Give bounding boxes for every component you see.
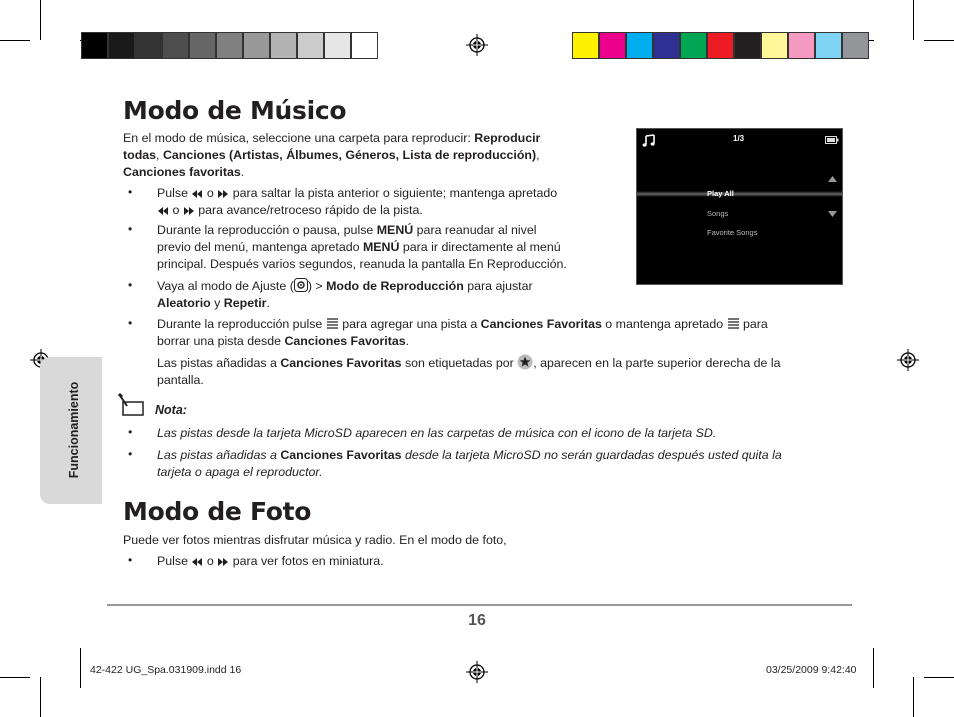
crop-mark [0,40,30,41]
music-mode-title: Modo de Músico [123,96,347,125]
footer-file-info: 42-422 UG_Spa.031909.indd 16 [90,664,242,676]
settings-icon [294,278,308,292]
star-icon [517,354,533,370]
color-swatch [351,32,378,59]
scroll-down-icon [828,211,837,217]
color-swatch [189,32,216,59]
device-screen-image [636,128,843,285]
color-swatch [788,32,815,59]
color-swatch [324,32,351,59]
section-tab-label: Funcionamiento [67,381,81,479]
bullet: • [128,425,133,439]
crop-mark [924,677,954,678]
photo-bullet-thumbnails: Pulse o para ver fotos en miniatura. [157,554,384,568]
color-swatch [626,32,653,59]
grayscale-color-bar [81,32,378,59]
crop-mark [40,677,41,717]
menu-lines-icon [727,318,740,330]
color-swatch [842,32,869,59]
rewind-icon [191,557,203,567]
color-swatch [572,32,599,59]
crop-mark [0,677,30,678]
scroll-up-icon [828,176,837,182]
note-item-favorites: Las pistas añadidas a Canciones Favoritas desde la tarjeta MicroSD no serán guardadas después usted quita la tarjeta o apaga el reproductor. [157,448,782,479]
music-note-icon [642,134,656,148]
crop-mark [913,0,914,40]
crop-mark [40,0,41,40]
crop-mark [80,648,81,688]
music-bullet-settings: Vaya al modo de Ajuste ( ) > Modo de Reproducción para ajustar Aleatorio y Repetir. [157,279,533,310]
track-count: 1/3 [733,134,745,143]
bullet: • [128,185,133,199]
color-swatch [135,32,162,59]
battery-icon [825,136,839,144]
color-swatch [707,32,734,59]
rewind-icon [157,206,169,216]
bullet: • [128,553,133,567]
fast-forward-icon [217,189,229,199]
color-swatch [297,32,324,59]
note-hand-icon [118,393,146,417]
color-swatch [653,32,680,59]
page-rule [107,604,852,606]
color-swatch [680,32,707,59]
music-bullet-menu: Durante la reproducción o pausa, pulse MENÚ para reanudar al nivel previo del menú, mantenga apretado MENÚ para ir directamente al menú principal. Después varios segundos, reanuda la pantalla En Reproducción. [157,223,567,271]
music-bullet-favorites: Durante la reproducción pulse para agregar una pista a Canciones Favoritas o mantenga apretado para borrar una pista desde Canciones Favoritas. [157,317,768,348]
crop-mark [873,648,874,688]
screen-separator [637,191,842,197]
rewind-icon [191,189,203,199]
bullet: • [128,316,133,330]
bullet: • [128,447,133,461]
music-bullet-skip: Pulse o para saltar la pista anterior o siguiente; mantenga apretado o para avance/retroceso rápido de la pista. [157,186,558,217]
screen-menu-item-favorite-songs: Favorite Songs [707,228,758,237]
music-intro: En el modo de música, seleccione una carpeta para reproducir: Reproducir todas, Canciones (Artistas, Álbumes, Géneros, Lista de reproducción), Canciones favoritas. [123,131,541,179]
note-label: Nota: [155,403,187,417]
fast-forward-icon [183,206,195,216]
registration-mark-icon [897,349,919,371]
footer-timestamp: 03/25/2009 9:42:40 [766,664,857,676]
color-swatch [243,32,270,59]
photo-intro: Puede ver fotos mientras disfrutar música y radio. En el modo de foto, [123,533,507,547]
crop-mark [924,40,954,41]
bullet: • [128,278,133,292]
color-registration-bar [572,32,869,59]
menu-lines-icon [326,318,339,330]
page-number: 16 [468,612,486,629]
color-swatch [761,32,788,59]
photo-mode-title: Modo de Foto [123,497,312,526]
registration-mark-icon [466,661,488,683]
color-swatch [216,32,243,59]
screen-menu-item-play-all: Play All [707,189,734,198]
fast-forward-icon [217,557,229,567]
registration-mark-icon [466,34,488,56]
color-swatch [734,32,761,59]
color-swatch [270,32,297,59]
favorites-tag-paragraph: Las pistas añadidas a Canciones Favoritas son etiquetadas por , aparecen en la parte superior derecha de la pantalla. [157,356,781,387]
color-swatch [162,32,189,59]
color-swatch [108,32,135,59]
color-swatch [81,32,108,59]
color-swatch [599,32,626,59]
color-swatch [815,32,842,59]
crop-mark [913,677,914,717]
note-item-sd: Las pistas desde la tarjeta MicroSD aparecen en las carpetas de música con el icono de la tarjeta SD. [157,426,717,440]
bullet: • [128,222,133,236]
screen-menu-item-songs: Songs [707,209,729,218]
